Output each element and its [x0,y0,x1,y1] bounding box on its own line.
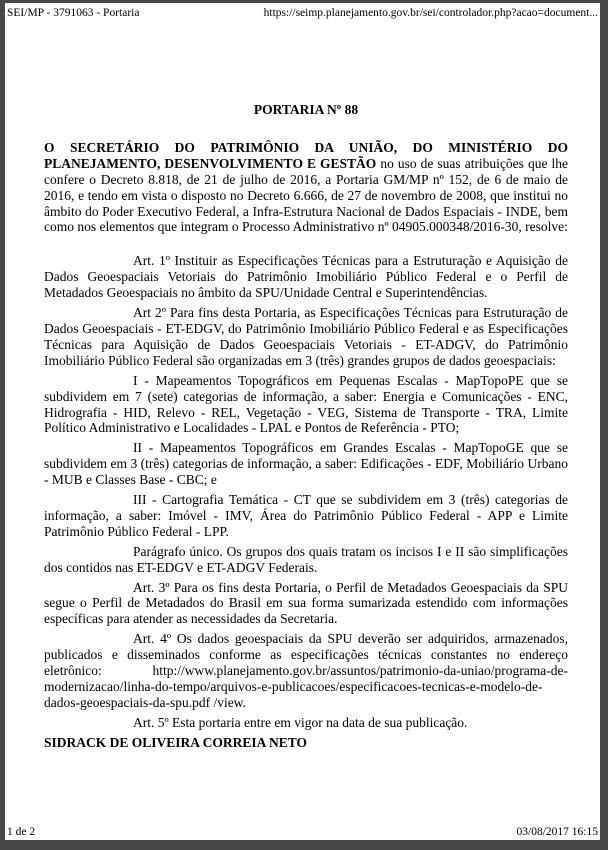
paragraph-item-iii: III - Cartografia Temática - CT que se subdividem em 3 (três) categorias de informação, a saber: Imóvel - IMV, Área do Patrimônio Público Federal - APP e Limite Patrimônio Público Federal - LPP. [44,492,568,539]
paragraph-art-4: Art. 4º Os dados geoespaciais da SPU deverão ser adquiridos, armazenados, publicados e disseminados conforme as especificações técnicas constantes no endereço eletrônico: http://www.planejamento.gov.br/assuntos/patrimonio-da-uniao/programa-de-modernizacao/linha-do-tempo/arquivos-e-publicacoes/especificacoes-tecnicas-e-modelo-de-dados-geoespaciais-da-spu.pdf /view. [44,631,568,710]
paragraph-item-ii: II - Mapeamentos Topográficos em Grandes Escalas - MapTopoGE que se subdividem em 3 (três) categorias de informação, a saber: Edificações - EDF, Mobiliário Urbano - MUB e Classes Base - CBC; e [44,440,568,488]
header-url: https://seimp.planejamento.gov.br/sei/controlador.php?acao=document... [263,7,598,19]
page-title: PORTARIA Nº 88 [253,102,359,117]
printed-page [5,3,600,840]
header-doc-ref: SEI/MP - 3791063 - Portaria [7,7,140,19]
paragraph-art-5: Art. 5º Esta portaria entre em vigor na data de sua publicação. [133,714,468,730]
print-footer [7,826,598,839]
preamble-bold-lead: O SECRETÁRIO DO PATRIMÔNIO DA UNIÃO, DO MINISTÉRIO DO PLANEJAMENTO, DESENVOLVIMENTO E GESTÃO [44,139,568,171]
footer-page-number: 1 de 2 [7,826,36,838]
print-header [7,6,598,20]
paragraph-item-i: I - Mapeamentos Topográficos em Pequenas Escalas - MapTopoPE que se subdividem em 7 (sete) categorias de informação, a saber: Energia e Comunicações - ENC, Hidrografia - HID, Relevo - REL, Vegetação - VEG, Sistema de Transporte - TRA, Limite Político Administrativo e Localidades - LPAL e Pontos de Referência - PTO; [44,372,568,436]
footer-timestamp: 03/08/2017 16:15 [516,826,598,838]
signature-name: SIDRACK DE OLIVEIRA CORREIA NETO [44,734,308,750]
paragraph-art-2: Art 2º Para fins desta Portaria, as Especificações Técnicas para Estruturação de Dados Geoespaciais - ET-EDGV, do Patrimônio Imobiliário Público Federal e as Especificações Técnicas para Aquisição de Dados Geoespaciais Vetoriais - ET-ADGV, do Patrimônio Imobiliário Público Federal são organizadas em 3 (três) grandes grupos de dados geoespaciais: [44,305,568,368]
paragraph-sole-paragraph: Parágrafo único. Os grupos dos quais tratam os incisos I e II são simplificações dos contidos nas ET-EDGV e ET-ADGV Federais. [44,543,568,575]
paragraph-preamble [44,140,568,235]
preamble-rest: no uso de suas atribuições que lhe confere o Decreto 8.818, de 21 de julho de 2016, a Portaria GM/MP nº 152, de 6 de maio de 2016, e tendo em vista o disposto no Decreto 6.666, de 27 de novembro de 2008, que institui no âmbito do Poder Executivo Federal, a Infra-Estrutura Nacional de Dados Espaciais - INDE, bem como nos elementos que integram o Processo Administrativo nº 04905.000348/2016-30, resolve: [44,155,568,235]
paragraph-art-3: Art. 3º Para os fins desta Portaria, o Perfil de Metadados Geoespaciais da SPU segue o Perfil de Metadados do Brasil em sua forma sumarizada estendido com informações específicas para atender as necessidades da Secretaria. [44,579,568,627]
paragraph-art-1: Art. 1º Instituir as Especificações Técnicas para a Estruturação e Aquisição de Dados Geoespaciais Vetoriais do Patrimônio Imobiliário Público Federal e o Perfil de Metadados Geoespaciais no âmbito da SPU/Unidade Central e Superintendências. [44,253,568,301]
document-body [5,3,600,751]
